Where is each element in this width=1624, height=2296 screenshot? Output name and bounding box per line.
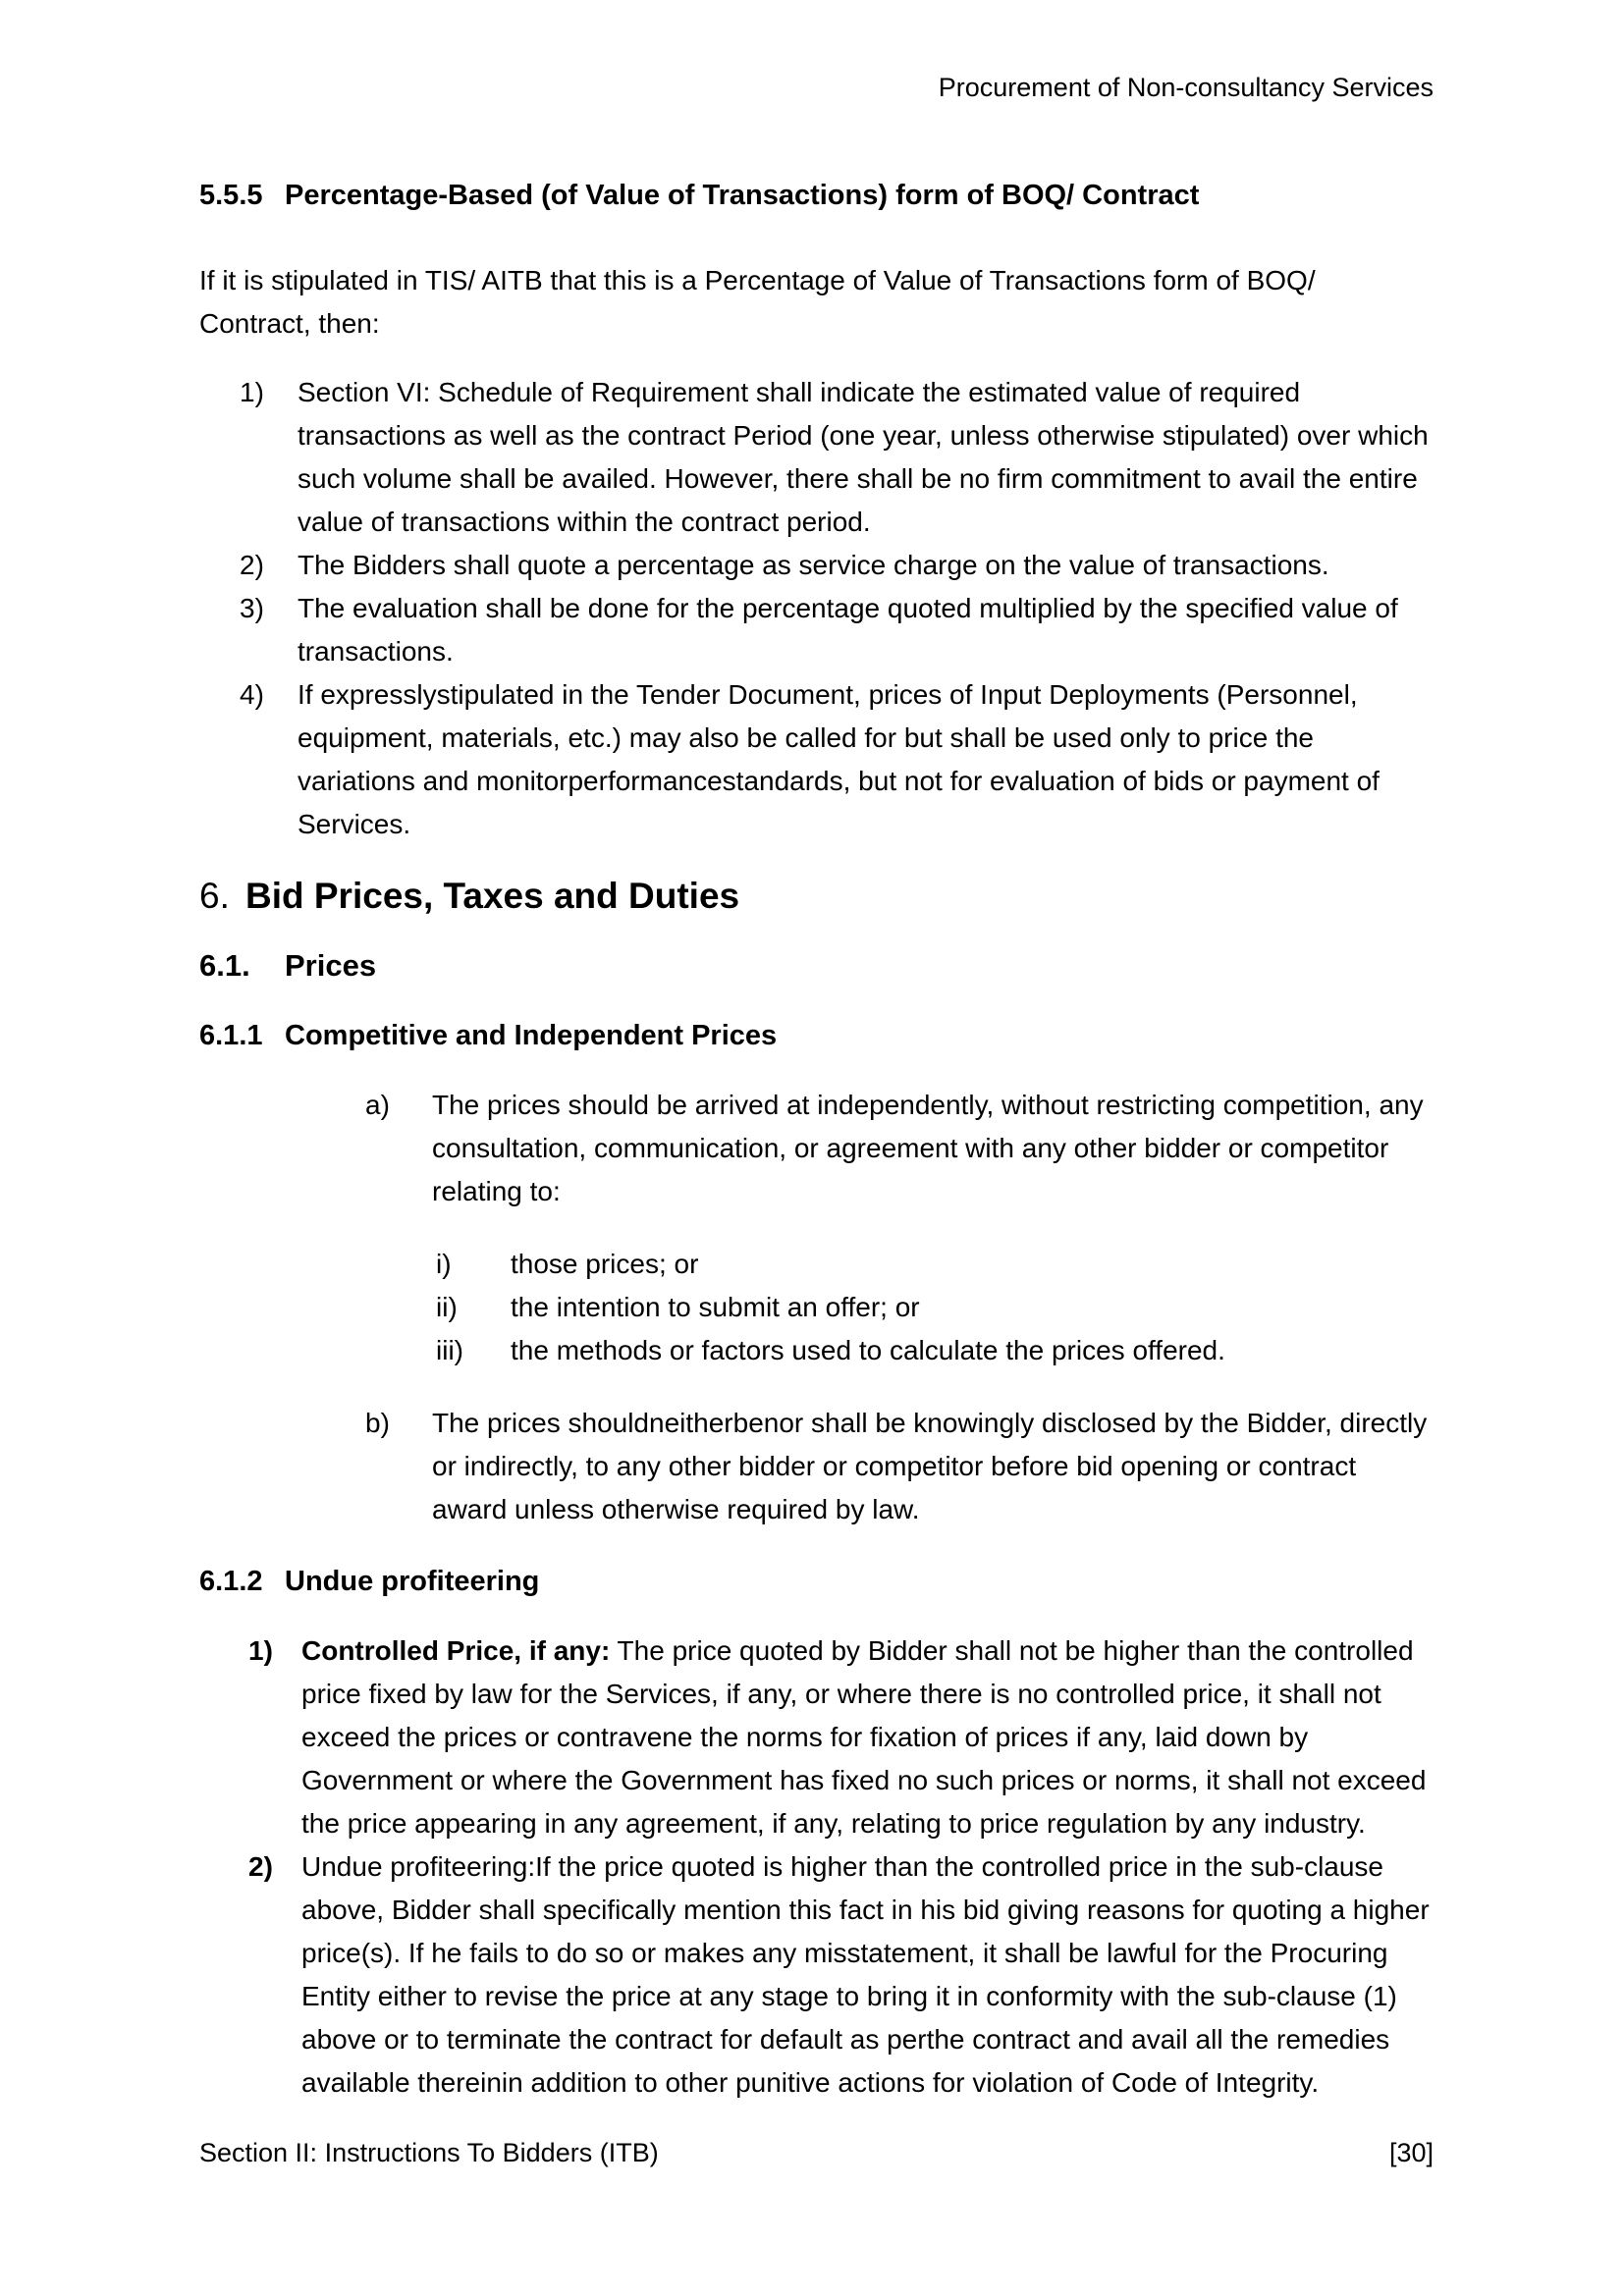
- list-text: Section VI: Schedule of Requirement shall indicate the estimated value of required transactions as well as the contract Period (one year, unless otherwise stipulated) over which such volume shall be availed. However, there shall be no firm commitment to avail the entire value of transactions within the contract period.: [298, 377, 1429, 537]
- heading-number: 6.1.1: [199, 1020, 263, 1051]
- heading-title: Prices: [285, 948, 377, 983]
- list-item: [436, 1329, 1434, 1372]
- running-header-text: Procurement of Non-consultancy Services: [938, 73, 1434, 102]
- list-item: [240, 673, 1434, 846]
- list-marker: a): [365, 1090, 390, 1120]
- heading-number: 6.: [199, 876, 230, 916]
- list-marker: 1): [240, 377, 264, 407]
- page-footer: [199, 2136, 1434, 2169]
- footer-section-label: Section II: Instructions To Bidders (ITB): [199, 2138, 659, 2167]
- list-marker: iii): [436, 1335, 463, 1365]
- lettered-item-a: [365, 1084, 1434, 1213]
- list-text: The prices shouldneitherbenor shall be knowingly disclosed by the Bidder, directly or indirectly, to any other bidder or competitor before bid opening or contract award unless otherwise required by law.: [432, 1408, 1428, 1524]
- list-text: The Bidders shall quote a percentage as service charge on the value of transactions.: [298, 550, 1329, 580]
- list-marker: 2): [240, 550, 264, 580]
- list-text-body: Undue profiteering:If the price quoted is higher than the controlled price in the sub-clause above, Bidder shall specifically mention this fact in his bid giving reasons for quoting a higher price(s). If he fails to do so or makes any misstatement, it shall be lawful for the Procuring Entity either to revise the price at any stage to bring it in conformity with the sub-clause (1) above or to terminate the contract for default as perthe contract and avail all the remedies available thereinin addition to other punitive actions for violation of Code of Integrity.: [301, 1851, 1430, 2098]
- heading-6-1-1: [199, 1017, 1434, 1054]
- bold-lead-in: Controlled Price, if any:: [301, 1635, 611, 1666]
- list-marker: 2): [248, 1851, 273, 1882]
- list-marker: b): [365, 1408, 390, 1438]
- heading-6-1-2: [199, 1563, 1434, 1600]
- heading-6-1: [199, 946, 1434, 986]
- numbered-list-555: [199, 371, 1434, 846]
- running-header: [199, 71, 1434, 104]
- list-text-body: The price quoted by Bidder shall not be higher than the controlled price fixed by law for the Services, if any, or where there is no controlled price, it shall not exceed the prices or contravene the norms for fixation of prices if any, laid down by Government or where the Government has fixed no such prices or norms, it shall not exceed the price appearing in any agreement, if any, relating to price regulation by any industry.: [301, 1635, 1427, 1839]
- heading-number: 6.1.: [199, 948, 250, 983]
- heading-5-5-5: [199, 177, 1434, 214]
- list-text: If expresslystipulated in the Tender Document, prices of Input Deployments (Personnel, equipment, materials, etc.) may also be called for but shall be used only to price the variations and monitorperformancestandards, but not for evaluation of bids or payment of Services.: [298, 679, 1380, 839]
- roman-list: [199, 1243, 1434, 1372]
- list-text: [301, 1845, 1434, 2105]
- intro-paragraph: If it is stipulated in TIS/ AITB that this is a Percentage of Value of Transactions form of BOQ/ Contract, then:: [199, 265, 1316, 339]
- heading-title: Bid Prices, Taxes and Duties: [245, 876, 740, 916]
- footer-page-number: [30]: [1388, 2138, 1434, 2167]
- list-item: [240, 544, 1434, 587]
- list-item: [240, 371, 1434, 544]
- list-text: the intention to submit an offer; or: [511, 1292, 920, 1322]
- list-text: The prices should be arrived at independently, without restricting competition, any consultation, communication, or agreement with any other bidder or competitor relating to:: [432, 1090, 1424, 1206]
- list-text: [301, 1629, 1434, 1845]
- list-marker: 1): [248, 1635, 273, 1666]
- list-item: [436, 1286, 1434, 1329]
- heading-6: [199, 872, 1434, 921]
- list-marker: 4): [240, 679, 264, 710]
- list-text: those prices; or: [511, 1249, 699, 1279]
- heading-number: 6.1.2: [199, 1566, 263, 1597]
- list-item: [248, 1629, 1434, 1845]
- heading-title: Undue profiteering: [285, 1566, 540, 1597]
- lettered-item-b: [365, 1402, 1434, 1531]
- list-text: the methods or factors used to calculate the prices offered.: [511, 1335, 1225, 1365]
- heading-title: Percentage-Based (of Value of Transactions) form of BOQ/ Contract: [285, 180, 1200, 211]
- list-item: [240, 587, 1434, 673]
- heading-number: 5.5.5: [199, 180, 263, 211]
- list-item: [248, 1845, 1434, 2105]
- list-text: The evaluation shall be done for the percentage quoted multiplied by the specified value of transactions.: [298, 593, 1398, 667]
- numbered-list-612: [199, 1629, 1434, 2105]
- list-marker: ii): [436, 1292, 458, 1322]
- list-item: [436, 1243, 1434, 1286]
- list-marker: i): [436, 1249, 452, 1279]
- heading-title: Competitive and Independent Prices: [285, 1020, 778, 1051]
- list-marker: 3): [240, 593, 264, 623]
